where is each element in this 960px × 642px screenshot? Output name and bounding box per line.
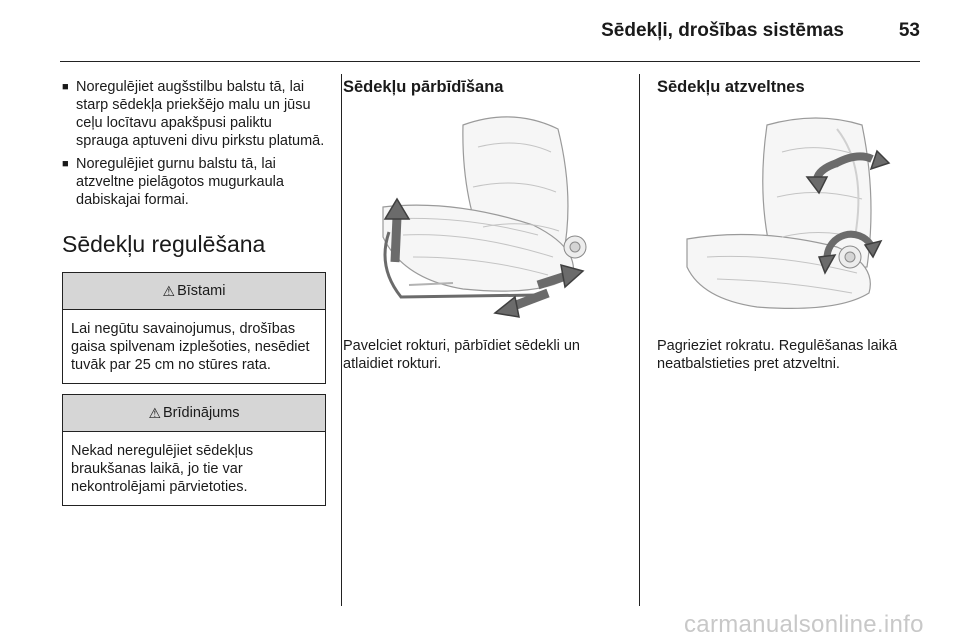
left-column	[62, 78, 326, 516]
bullet-item	[62, 155, 326, 209]
bullet-text: Noregulējiet gurnu balstu tā, lai atzveltne pielāgotos mugurkaula dabiskajai formai.	[76, 156, 284, 208]
danger-box-header	[63, 273, 325, 310]
caution-box-header	[63, 395, 325, 432]
caution-box	[62, 394, 326, 506]
caution-box-title: Brīdinājums	[163, 405, 240, 421]
instruction-text: Pagrieziet rokratu. Regulēšanas laikā neatbalstieties pret atzveltni.	[657, 338, 898, 372]
bullet-square-icon: ■	[62, 81, 69, 93]
column-divider-1	[341, 74, 342, 606]
page-number: 53	[898, 20, 920, 41]
danger-box-text: Lai negūtu savainojumus, drošības gaisa spilvenam izplešoties, nesēdiet tuvāk par 25 cm no stūres rata.	[71, 321, 310, 373]
right-column	[657, 78, 922, 373]
warning-triangle-icon: ⚠	[162, 282, 176, 299]
section-heading: Sēdekļu pārbīdīšana	[343, 78, 504, 96]
warning-triangle-icon: ⚠	[148, 404, 161, 421]
caution-box-text: Nekad neregulējiet sēdekļus braukšanas laikā, jo tie var nekontrolējami pārvietoties.	[71, 443, 254, 495]
seatback-recline-illustration	[657, 107, 922, 325]
column-divider-2	[639, 74, 640, 606]
instruction-text: Pavelciet rokturi, pārbīdiet sēdekli un atlaidiet rokturi.	[343, 338, 580, 372]
middle-column	[343, 78, 623, 373]
bullet-square-icon: ■	[62, 158, 69, 170]
section-heading: Sēdekļu atzveltnes	[657, 78, 805, 96]
danger-box-title: Bīstami	[177, 283, 226, 299]
bullet-item	[62, 78, 326, 150]
watermark: carmanualsonline.info	[684, 611, 924, 638]
bullet-text: Noregulējiet augšstilbu balstu tā, lai starp sēdekļa priekšējo malu un jūsu ceļu locītavu apakšpusi paliktu sprauga aptuveni divu pirkstu platumā.	[76, 79, 325, 149]
section-heading: Sēdekļu regulēšana	[62, 231, 266, 257]
header-rule	[60, 61, 920, 62]
page-header-title: Sēdekļi, drošības sistēmas	[601, 20, 844, 41]
seat-slide-illustration	[343, 107, 623, 325]
danger-box	[62, 272, 326, 384]
